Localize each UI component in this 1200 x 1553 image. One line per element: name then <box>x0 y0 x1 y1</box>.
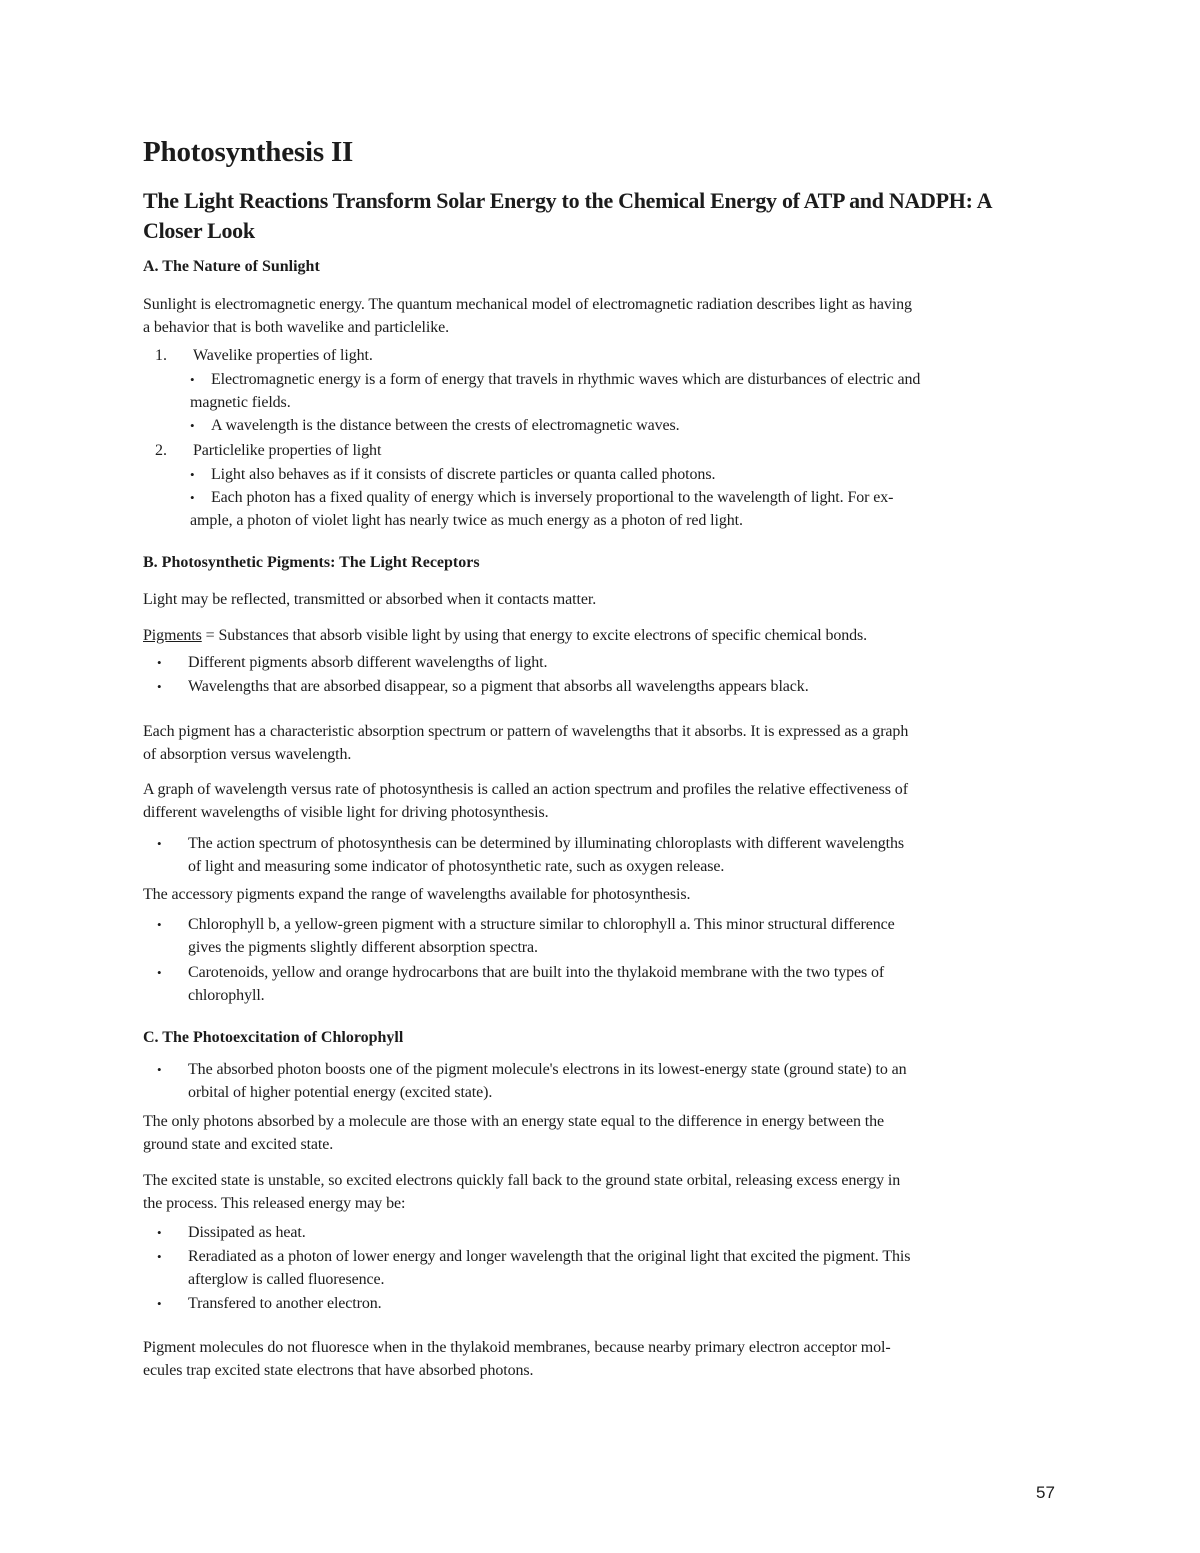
bullet-icon: • <box>190 418 195 433</box>
sub-bullet-text: Electromagnetic energy is a form of energy that travels in rhythmic waves which are disturbances of electric and <box>211 371 921 388</box>
sub-bullet-text: magnetic fields. <box>190 394 291 411</box>
sub-bullet-text: Light also behaves as if it consists of discrete particles or quanta called photons. <box>211 466 716 483</box>
pigments-definition-text: = Substances that absorb visible light by using that energy to excite electrons of specific chemical bonds. <box>201 627 868 644</box>
bullet-icon: • <box>190 490 195 505</box>
list-number: 1. <box>155 347 167 364</box>
bullet-text: orbital of higher potential energy (excited state). <box>188 1084 493 1101</box>
section-b-heading: B. Photosynthetic Pigments: The Light Receptors <box>143 554 480 571</box>
section-a-intro-line2: a behavior that is both wavelike and particlelike. <box>143 319 450 336</box>
paragraph: of absorption versus wavelength. <box>143 746 352 763</box>
bullet-icon: • <box>157 1225 162 1240</box>
bullet-text: afterglow is called fluoresence. <box>188 1271 385 1288</box>
paragraph: Light may be reflected, transmitted or absorbed when it contacts matter. <box>143 591 597 608</box>
bullet-text: Wavelengths that are absorbed disappear, so a pigment that absorbs all wavelengths appears black. <box>188 678 809 695</box>
bullet-icon: • <box>157 917 162 932</box>
page-subtitle: The Light Reactions Transform Solar Energy to the Chemical Energy of ATP and NADPH: A Closer Look <box>143 188 991 243</box>
section-c-heading: C. The Photoexcitation of Chlorophyll <box>143 1029 404 1046</box>
bullet-text: The absorbed photon boosts one of the pigment molecule's electrons in its lowest-energy state (ground state) to an <box>188 1061 907 1078</box>
paragraph: The accessory pigments expand the range of wavelengths available for photosynthesis. <box>143 886 691 903</box>
paragraph: ground state and excited state. <box>143 1136 334 1153</box>
bullet-icon: • <box>157 655 162 670</box>
sub-bullet-text: A wavelength is the distance between the crests of electromagnetic waves. <box>211 417 680 434</box>
page-title: Photosynthesis II <box>143 136 354 168</box>
bullet-text: The action spectrum of photosynthesis can be determined by illuminating chloroplasts with different wavelengths <box>188 835 904 852</box>
list-number: 2. <box>155 442 167 459</box>
pigments-definition <box>143 624 867 647</box>
bullet-text: Dissipated as heat. <box>188 1224 306 1241</box>
bullet-text: Carotenoids, yellow and orange hydrocarbons that are built into the thylakoid membrane with the two types of <box>188 964 885 981</box>
list-item-wavelike: Wavelike properties of light. <box>193 347 373 364</box>
bullet-icon: • <box>157 1249 162 1264</box>
bullet-text: gives the pigments slightly different absorption spectra. <box>188 939 538 956</box>
bullet-icon: • <box>157 965 162 980</box>
bullet-icon: • <box>190 467 195 482</box>
section-a-intro-line1: Sunlight is electromagnetic energy. The quantum mechanical model of electromagnetic radiation describes light as having <box>143 296 912 313</box>
sub-bullet-text: ample, a photon of violet light has nearly twice as much energy as a photon of red light. <box>190 512 743 529</box>
bullet-icon: • <box>157 1062 162 1077</box>
bullet-text: of light and measuring some indicator of photosynthetic rate, such as oxygen release. <box>188 858 725 875</box>
bullet-text: chlorophyll. <box>188 987 265 1004</box>
bullet-text: Different pigments absorb different wavelengths of light. <box>188 654 548 671</box>
section-a-heading: A. The Nature of Sunlight <box>143 258 320 275</box>
bullet-icon: • <box>190 372 195 387</box>
bullet-text: Transfered to another electron. <box>188 1295 382 1312</box>
bullet-icon: • <box>157 679 162 694</box>
bullet-icon: • <box>157 1296 162 1311</box>
paragraph: The excited state is unstable, so excited electrons quickly fall back to the ground state orbital, releasing excess energy in <box>143 1172 901 1189</box>
paragraph: A graph of wavelength versus rate of photosynthesis is called an action spectrum and profiles the relative effectiveness of <box>143 781 908 798</box>
page-number: 57 <box>1036 1483 1055 1502</box>
bullet-text: Reradiated as a photon of lower energy and longer wavelength that the original light that excited the pigment. This <box>188 1248 911 1265</box>
paragraph: the process. This released energy may be: <box>143 1195 406 1212</box>
pigments-term: Pigments <box>143 627 202 644</box>
paragraph: Each pigment has a characteristic absorption spectrum or pattern of wavelengths that it absorbs. It is expressed as a graph <box>143 723 909 740</box>
bullet-icon: • <box>157 836 162 851</box>
bullet-text: Chlorophyll b, a yellow-green pigment with a structure similar to chlorophyll a. This minor structural difference <box>188 916 895 933</box>
paragraph: The only photons absorbed by a molecule are those with an energy state equal to the difference in energy between the <box>143 1113 885 1130</box>
paragraph: Pigment molecules do not fluoresce when in the thylakoid membranes, because nearby primary electron acceptor mol- <box>143 1339 891 1356</box>
paragraph: different wavelengths of visible light for driving photosynthesis. <box>143 804 549 821</box>
paragraph: ecules trap excited state electrons that have absorbed photons. <box>143 1362 534 1379</box>
sub-bullet-text: Each photon has a fixed quality of energy which is inversely proportional to the wavelength of light. For ex- <box>211 489 894 506</box>
list-item-particlelike: Particlelike properties of light <box>193 442 382 459</box>
